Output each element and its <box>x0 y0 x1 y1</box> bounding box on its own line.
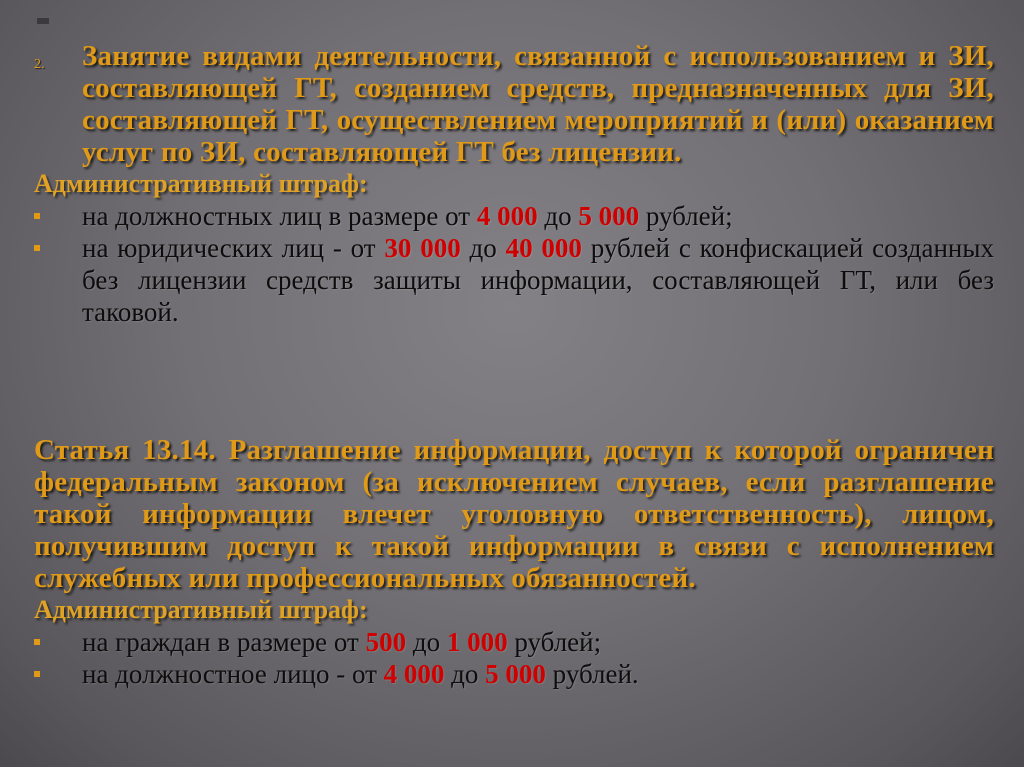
list-item <box>34 658 994 690</box>
list-item <box>34 232 994 328</box>
item-suffix: рублей с конфискацией созданных без лицензии средств защиты информации, составляющей ГТ, или без таковой. <box>82 233 995 327</box>
corner-ornament <box>37 18 49 24</box>
amount-from: 4 000 <box>476 201 538 231</box>
amount-to: 5 000 <box>485 659 546 689</box>
list-item <box>34 200 994 232</box>
section-1-heading <box>34 40 994 168</box>
item-prefix: на должностное лицо - от <box>82 659 384 689</box>
bullet-marker-icon <box>34 245 40 251</box>
item-suffix: рублей; <box>639 201 733 231</box>
amount-from: 4 000 <box>383 659 445 689</box>
item-middle: до <box>537 201 579 231</box>
amount-to: 5 000 <box>578 201 640 231</box>
section-1 <box>34 40 994 328</box>
amount-to: 40 000 <box>505 233 582 263</box>
section-1-heading-text: Занятие видами деятельности, связанной с использованием и ЗИ, составляющей ГТ, созданием средств, предназначенных для ЗИ, составляющей ГТ, осуществлением мероприятий и (или) оказанием услуг по ЗИ, составляющей ГТ без лицензии. <box>82 40 994 168</box>
amount-to: 1 000 <box>446 627 508 657</box>
item-middle: до <box>406 627 447 657</box>
bullet-marker-icon <box>34 671 40 677</box>
section-1-fine-label: Административный штраф: <box>34 169 368 198</box>
section-2-heading: Статья 13.14. Разглашение информации, доступ к которой ограничен федеральным законом (за исключением случаев, если разглашение такой информации влечет уголовную ответственность), лицом, получившим доступ к такой информации в связи с исполнением служебных или профессиональных обязанностей. <box>34 434 994 594</box>
item-prefix: на должностных лиц в размере от <box>82 201 477 231</box>
amount-from: 30 000 <box>384 233 461 263</box>
section-2 <box>34 434 994 690</box>
item-prefix: на юридических лиц - от <box>82 233 385 263</box>
section-1-number: 2. <box>34 57 45 72</box>
item-middle: до <box>444 659 486 689</box>
bullet-marker-icon <box>34 639 40 645</box>
list-item <box>34 626 994 658</box>
section-2-fine-label: Административный штраф: <box>34 595 368 624</box>
item-suffix: рублей; <box>507 627 602 657</box>
item-prefix: на граждан в размере от <box>82 627 366 657</box>
bullet-marker-icon <box>34 213 40 219</box>
item-suffix: рублей. <box>545 659 639 689</box>
item-middle: до <box>460 233 506 263</box>
amount-from: 500 <box>365 627 407 657</box>
